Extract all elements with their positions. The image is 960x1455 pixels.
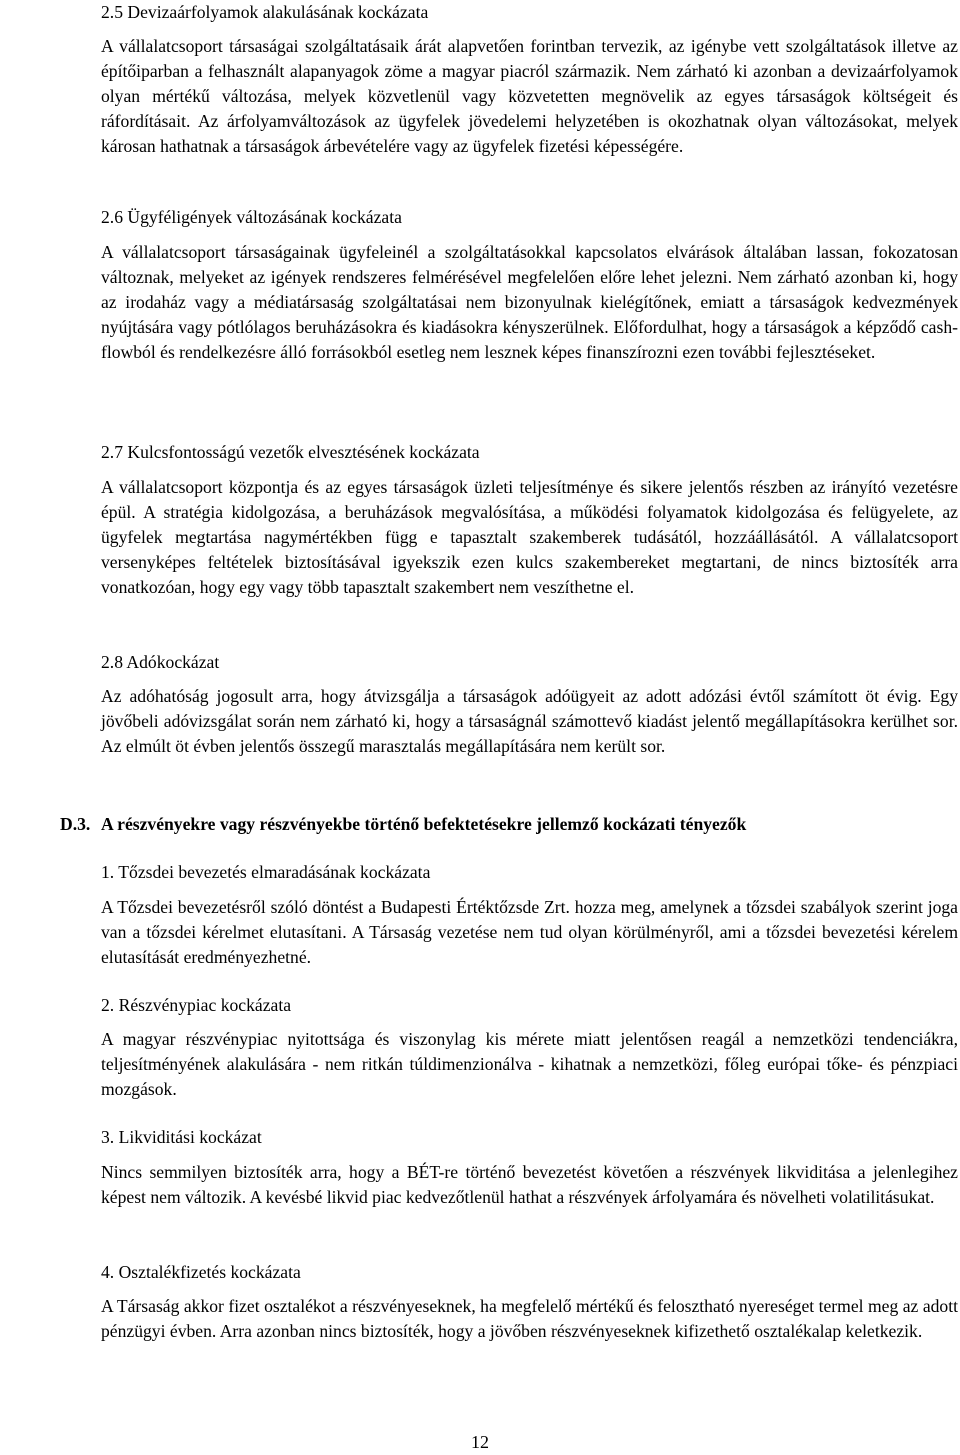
section-heading: 2.7 Kulcsfontosságú vezetők elvesztésének kockázata <box>101 442 480 462</box>
d3-title: A részvényekre vagy részvényekbe történő befektetésekre jellemző kockázati tényezők <box>101 814 747 834</box>
section-heading: 2.6 Ügyféligények változásának kockázata <box>101 207 402 227</box>
page-number: 12 <box>471 1432 489 1452</box>
d3-section-1-body-wrap <box>101 895 958 970</box>
d3-section-2 <box>101 993 958 1018</box>
section-body: A magyar részvénypiac nyitottsága és viszonylag kis mérete miatt jelentősen reagál a nemzetközi tendenciákra, teljesítményének alakulására - nem ritkán túldimenzionálva - kihatnak a nemzetközi, főleg európai tőke- és pénzpiaci mozgások. <box>101 1029 958 1099</box>
section-body: A vállalatcsoport társaságainak ügyfeleinél a szolgáltatásokkal kapcsolatos elvárások általában lassan, fokozatosan változnak, melyeket az igények rendszeres felmérésével megfelelően előre lehet jelezni. Nem zárható azonban ki, hogy az irodaház vagy a médiatársaság szolgáltatásai nem bizonyulnak kielégítőnek, emiatt a társaságok kedvezmények nyújtására vagy pótlólagos beruházásokra és kiadásokra kényszerülnek. Előfordulhat, hogy a társaságok a képződő cash-flowból és rendelkezésre álló forrásokból esetleg nem lesznek képes finanszírozni ezen további fejlesztéseket. <box>101 242 958 362</box>
section-heading: 2.8 Adókockázat <box>101 652 220 672</box>
section-2-7-body-wrap <box>101 475 958 600</box>
section-heading: 2. Részvénypiac kockázata <box>101 995 292 1015</box>
section-heading: 1. Tőzsdei bevezetés elmaradásának kockázata <box>101 862 431 882</box>
section-body: A vállalatcsoport központja és az egyes társaságok üzleti teljesítménye és sikere jelentős részben az irányító vezetésre épül. A stratégia kidolgozása, a beruházások megvalósítása, a működési folyamatok kidolgozása és felügyelete, az ügyfelek megtartása nagymértékben függ e tapasztalt szakemberek tudásától, hozzáállásától. A vállalatcsoport versenyképes feltételek biztosításával igyekszik ezen kulcs szakembereket megtartani, de nincs biztosíték arra vonatkozóan, hogy egy vagy több tapasztalt szakembert nem veszíthetne el. <box>101 477 958 597</box>
section-body: A vállalatcsoport társaságai szolgáltatásaik árát alapvetően forintban tervezik, az igénybe vett szolgáltatások illetve az építőiparban a felhasznált alapanyagok zöme a magyar piacról származik. Nem zárható ki azonban a devizaárfolyamok olyan mértékű változása, melyek közvetlenül vagy közvetetten megnövelik az egyes társaságok költségeit és ráfordításait. Az árfolyamváltozások az ügyfelek jövedelemi helyzetében is okozhatnak olyan változásokat, melyek károsan hathatnak a társaságok árbevételére vagy az ügyfelek fizetési képességére. <box>101 36 958 156</box>
section-2-6-body-wrap <box>101 240 958 365</box>
section-2-5-body-wrap <box>101 34 958 159</box>
section-2-7 <box>101 440 958 465</box>
d3-title-wrap <box>101 812 958 837</box>
section-2-8 <box>101 650 958 675</box>
section-body: Nincs semmilyen biztosíték arra, hogy a BÉT-re történő bevezetést követően a részvények likviditása a jelenlegihez képest nem változik. A kevésbé likvid piac kedvezőtlenül hathat a részvények árfolyamára és növelheti volatilitásukat. <box>101 1162 958 1207</box>
section-body: A Társaság akkor fizet osztalékot a részvényeseknek, ha megfelelő mértékű és felosztható nyereséget termel meg az adott pénzügyi évben. Arra azonban nincs biztosíték, hogy a jövőben részvényeseknek kifizethető osztalékalap keletkezik. <box>101 1296 958 1341</box>
d3-section-4-body-wrap <box>101 1294 958 1344</box>
section-heading: 4. Osztalékfizetés kockázata <box>101 1262 301 1282</box>
d3-section-1 <box>101 860 958 885</box>
d3-section-3-body-wrap <box>101 1160 958 1210</box>
section-heading: 3. Likviditási kockázat <box>101 1127 262 1147</box>
section-2-8-body-wrap <box>101 684 958 759</box>
section-2-6 <box>101 205 958 230</box>
section-2-5 <box>101 0 958 25</box>
d3-section-4 <box>101 1260 958 1285</box>
d3-label: D.3. <box>60 814 91 834</box>
section-body: A Tőzsdei bevezetésről szóló döntést a Budapesti Értéktőzsde Zrt. hozza meg, amelynek a tőzsdei szabályok szerint joga van a tőzsdei kérelmet elutasítani. A Társaság vezetése nem tud olyan körülményről, ami a tőzsdei bevezetési kérelem elutasítását eredményezhetné. <box>101 897 958 967</box>
d3-section-2-body-wrap <box>101 1027 958 1102</box>
section-body: Az adóhatóság jogosult arra, hogy átvizsgálja a társaságok adóügyeit az adott adózási évtől számított öt évig. Egy jövőbeli adóvizsgálat során nem zárható ki, hogy a társaságnál számottevő kiadást jelentő megállapításokra kerülhet sor. Az elmúlt öt évben jelentős összegű marasztalás megállapítására nem került sor. <box>101 686 958 756</box>
d3-section-3 <box>101 1125 958 1150</box>
section-heading: 2.5 Devizaárfolyamok alakulásának kockázata <box>101 2 429 22</box>
